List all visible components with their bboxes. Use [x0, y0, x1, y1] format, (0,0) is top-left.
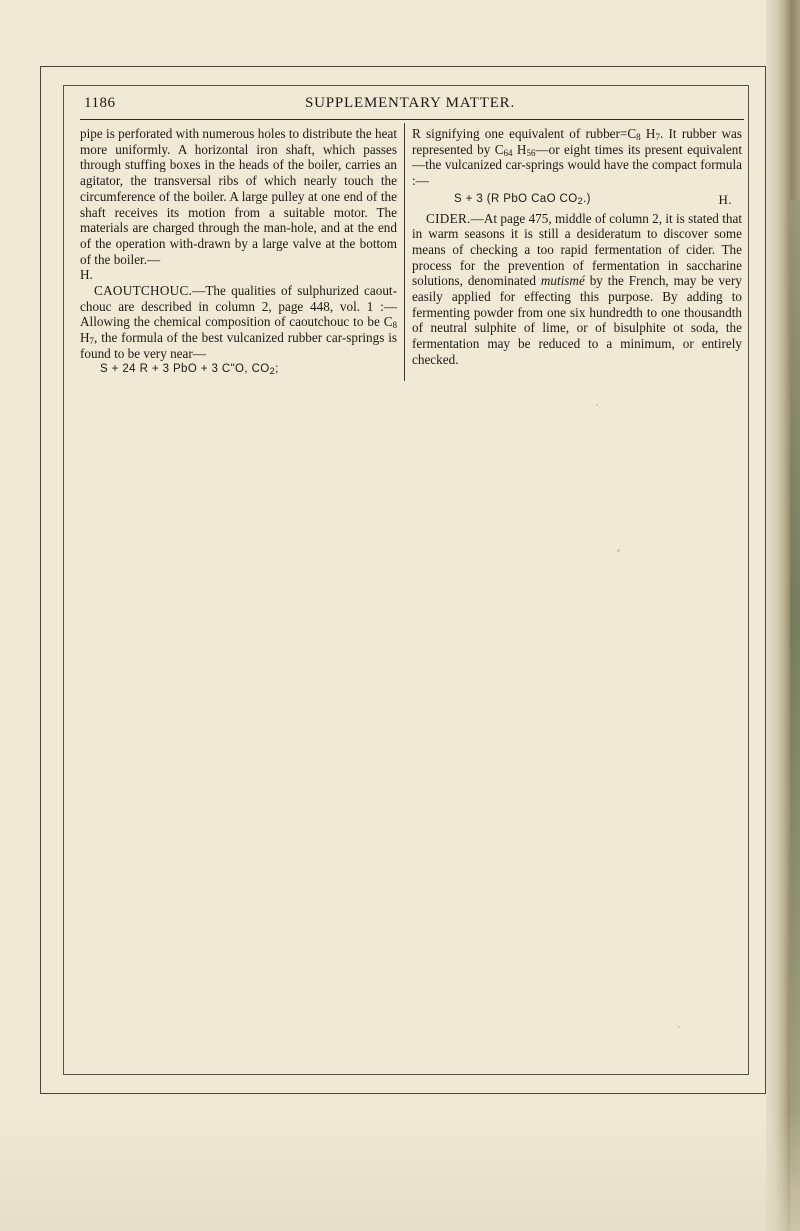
formula-end: ;	[275, 362, 279, 375]
compact-formula-signature: H.	[718, 191, 732, 207]
caoutchouc-heading: CAOUTCHOUC.	[94, 283, 193, 299]
cider-italic-term: mutismé	[540, 273, 585, 289]
rubber-sub-3: 64	[503, 147, 513, 158]
paper-speck	[596, 404, 598, 406]
boiler-signature: H.	[80, 267, 93, 283]
rubber-text-c: . It rubber was represented by C	[412, 126, 742, 157]
paragraph-boiler	[80, 126, 397, 283]
caoutchouc-formula	[80, 362, 397, 378]
cider-text-a: —At page 475, middle of column 2, it is stated that in warm seasons it is still a desideratum to discover some means of checking a too rapid fermentation of cider. The process for the prevention of fermentation in saccharine solutions, denominated	[412, 210, 742, 289]
page-number: 1186	[84, 95, 116, 111]
page-header	[80, 95, 740, 117]
page-bottom-shading	[0, 1110, 800, 1231]
caoutchouc-subscript-c: 8	[392, 320, 397, 331]
rubber-sub-2: 7	[655, 132, 660, 142]
rubber-sub-1: 8	[636, 132, 641, 142]
right-column	[412, 126, 742, 368]
caoutchouc-text-end: , the formula of the best vulcanized rubber car-springs is found to be very near—	[80, 330, 397, 361]
header-rule	[80, 119, 744, 120]
compact-formula	[412, 192, 742, 208]
paper-speck	[678, 1026, 680, 1028]
caoutchouc-text-h: H	[80, 330, 90, 346]
paper-speck	[617, 549, 620, 552]
running-head: SUPPLEMENTARY MATTER.	[304, 95, 516, 111]
rubber-text-e: —or eight times its present equivalent—the vulcanized car-springs would have the compact formula :—	[412, 141, 742, 189]
cider-heading: CIDER.	[426, 210, 471, 226]
boiler-text: pipe is perforated with numerous holes to distribute the heat more uniformly. A horizontal iron shaft, which passes through stuffing boxes in the heads of the boiler, carries an agitator, the transversal ribs of which nearly touch the circumference of the boiler. A large pulley at one end of the shaft receives its motion from a suitable motor. The materials are charged through the man-hole, and at the end of the operation with-drawn by a large valve at the bottom of the boiler.—	[80, 126, 397, 267]
compact-formula-text: S + 3 (R PbO CaO CO	[454, 192, 578, 205]
binding-edge	[790, 200, 800, 1231]
compact-formula-end: .)	[583, 192, 591, 205]
compact-formula-subscript: 2	[577, 195, 584, 206]
paragraph-rubber-formula	[412, 126, 742, 189]
paragraph-cider	[412, 211, 742, 368]
rubber-sub-4: 56	[526, 147, 536, 158]
left-column	[80, 126, 397, 377]
caoutchouc-subscript-h: 7	[89, 336, 95, 347]
formula-subscript: 2	[269, 365, 276, 376]
column-divider	[404, 123, 405, 381]
compact-formula-body	[454, 192, 591, 208]
rubber-text-a: R signifying one equivalent of rubber=C	[412, 126, 637, 141]
rubber-text-d: H	[512, 141, 527, 157]
caoutchouc-text-start: —The qualities of sulphurized caout-chouc are described in column 2, page 448, vol. 1 :— Allowing the chemical composition of caoutchouc to be C	[80, 283, 397, 330]
cider-text-b: by the French, may be very easily applied for effecting this purpose. By adding to fermenting powder from one six hundredth to one thousandth of neutral sulphite of lime, or of bisulphite ot soda, the fermentation may be reduced to a minimum, or entirely checked.	[412, 273, 742, 367]
paragraph-caoutchouc	[80, 283, 397, 362]
formula-text: S + 24 R + 3 PbO + 3 C"O, CO	[100, 362, 270, 375]
rubber-text-b: H	[640, 126, 656, 141]
